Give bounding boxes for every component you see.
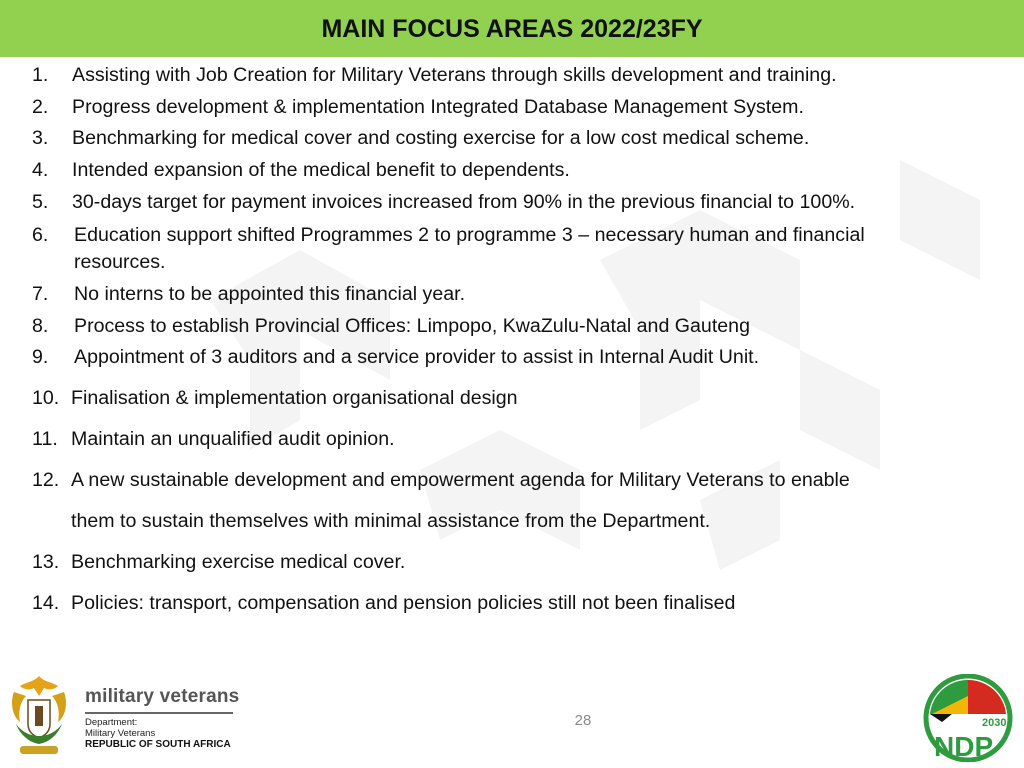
military-veterans-logo [6,672,246,762]
item-text: Process to establish Provincial Offices: Limpopo, KwaZulu-Natal and Gauteng [74,315,750,337]
brand-divider [85,712,233,714]
item-number: 11. [32,428,58,450]
item-text: Benchmarking for medical cover and costing exercise for a low cost medical scheme. [72,127,810,149]
item-text: 30-days target for payment invoices increased from 90% in the previous financial to 100%. [72,191,856,213]
item-text: Appointment of 3 auditors and a service provider to assist in Internal Audit Unit. [74,346,760,368]
item-text-continued: them to sustain themselves with minimal assistance from the Department. [71,510,711,532]
item-number: 6. [32,224,49,246]
item-text-continued: resources. [74,251,166,273]
page-number: 28 [574,712,592,729]
item-number: 14. [32,592,60,614]
item-number: 5. [32,191,49,213]
item-number: 13. [32,551,60,573]
item-text: A new sustainable development and empowerment agenda for Military Veterans to enable [71,469,850,491]
item-number: 4. [32,159,49,181]
item-text: Progress development & implementation Integrated Database Management System. [72,96,804,118]
item-text: Policies: transport, compensation and pension policies still not been finalised [71,592,736,614]
department-line-2: Military Veterans [85,728,156,739]
item-number: 8. [32,315,49,337]
item-text: Education support shifted Programmes 2 to programme 3 – necessary human and financial [74,224,865,246]
item-text: Finalisation & implementation organisational design [71,387,518,409]
coat-of-arms-icon [6,672,72,758]
item-number: 3. [32,127,49,149]
item-number: 10. [32,387,60,409]
item-number: 9. [32,346,49,368]
item-text: No interns to be appointed this financial year. [74,283,466,305]
item-number: 7. [32,283,49,305]
item-text: Maintain an unqualified audit opinion. [71,428,395,450]
item-text: Intended expansion of the medical benefit to dependents. [72,159,570,181]
ndp-acronym: NDP [934,731,994,762]
ndp-year: 2030 [982,717,1007,729]
department-line-1: Department: [85,717,138,728]
country-label: REPUBLIC OF SOUTH AFRICA [85,739,231,750]
slide-title: MAIN FOCUS AREAS 2022/23FY [321,15,703,43]
item-text: Benchmarking exercise medical cover. [71,551,406,573]
department-label [85,717,155,739]
title-bar [0,0,1024,57]
ndp-2030-logo [922,674,1014,762]
item-number: 12. [32,469,60,491]
item-text: Assisting with Job Creation for Military Veterans through skills development and training. [72,64,837,86]
item-number: 2. [32,96,49,118]
brand-name: military veterans [85,686,240,707]
item-number: 1. [32,64,49,86]
